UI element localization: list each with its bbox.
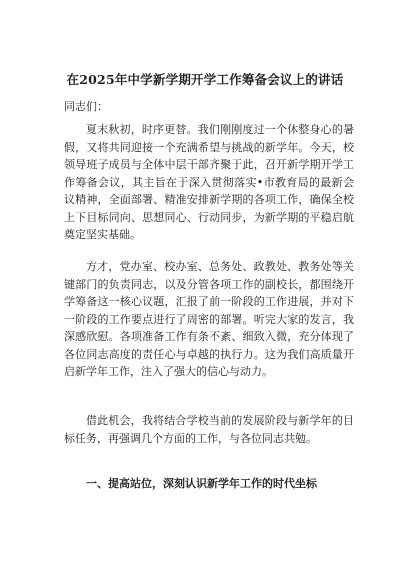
paragraph-3: 借此机会，我将结合学校当前的发展阶段与新学年的目标任务，再强调几个方面的工作，与各位同志共勉。 [64,414,354,445]
section-heading-1: 一、提高站位，深刻认识新学年工作的时代坐标 [86,477,317,490]
paragraph-2: 方才，党办室、校办室、总务处、政教处、教务处等关键部门的负责同志，以及分管各项工作的副校长，都围绕开学筹备这一核心议题，汇报了前一阶段的工作进展，并对下一阶段的工作要点进行了周密的部署。听完大家的发言，我深感欣慰。各项准备工作有条不紊、细致入微，充分体现了各位同志高度的责任心与卓越的执行力。这为我们高质量开启新学年工作，注入了强大的信心与动力。 [64,260,354,378]
paragraph-1: 夏末秋初，时序更替。我们刚刚度过一个休整身心的暑假，又将共同迎接一个充满希望与挑战的新学年。今天，校领导班子成员与全体中层干部齐聚于此，召开新学期开学工作筹备会议，其主旨在于深入贯彻落实•市教育局的最新会议精神，全面部署、精准安排新学期的各项工作，确保全校上下目标同向、思想同心、行动同步，为新学期的平稳启航奠定坚实基础。 [64,123,354,241]
salutation: 同志们： [64,100,108,113]
document-title: 在2025年中学新学期开学工作筹备会议上的讲话 [66,72,344,87]
